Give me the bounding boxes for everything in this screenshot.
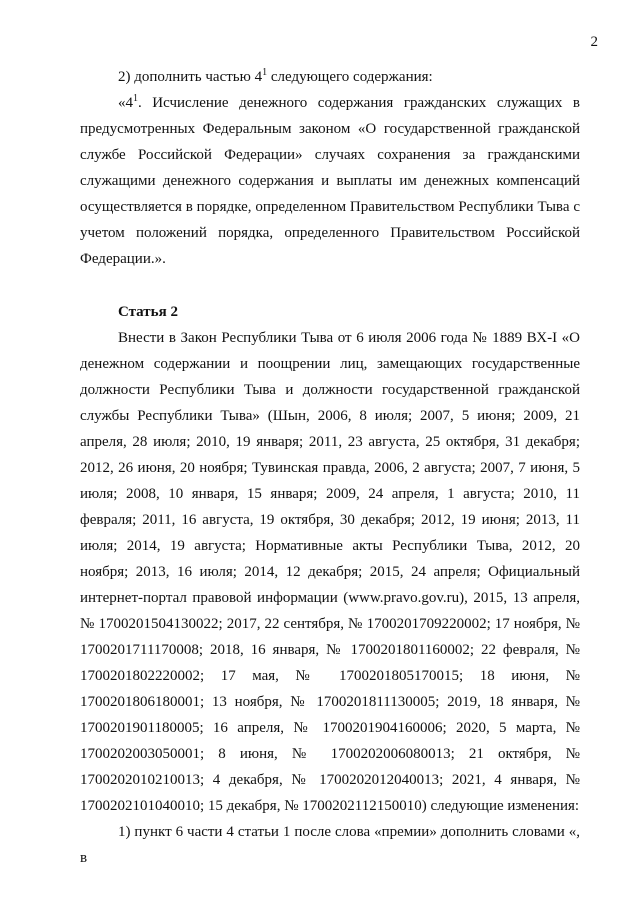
page-number: 2 [590,34,598,50]
item-2-paragraph [80,64,580,90]
quote-text: . Исчисление денежного содержания гражданских служащих в предусмотренных Федеральным законом «О государственной гражданской службе Российской Федерации» случаях сохранения за гражданскими служащими денежного содержания и выплаты им денежных компенсаций осуществляется в порядке, определенном Правительством Республики Тыва с учетом положений порядка, определенного Правительством Российской Федерации.». [80,95,580,267]
document-body [80,64,580,871]
article-heading: Статья 2 [118,304,178,320]
item-2-prefix: 2) дополнить частью 4 [118,69,263,85]
item-1-paragraph: 1) пункт 6 части 4 статьи 1 после слова «премии» дополнить словами «, в [80,824,580,866]
item-2-superscript: 1 [262,67,268,78]
quote-prefix: «4 [118,95,133,111]
article-2-paragraph: Внести в Закон Республики Тыва от 6 июля 2006 года № 1889 ВХ-I «О денежном содержании и поощрении лиц, замещающих государственные должности Республики Тыва и должности государственной гражданской службы Республики Тыва» (Шын, 2006, 8 июля; 2007, 5 июня; 2009, 21 апреля, 28 июля; 2010, 19 января; 2011, 23 августа, 25 октября, 31 декабря; 2012, 26 июня, 20 ноября; Тувинская правда, 2006, 2 августа; 2007, 7 июня, 5 июля; 2008, 10 января, 15 января; 2009, 24 апреля, 1 августа; 2010, 11 февраля; 2011, 16 августа, 19 октября, 30 декабря; 2012, 19 июня; 2013, 11 июля; 2014, 19 августа; Нормативные акты Республики Тыва, 2012, 20 ноября; 2013, 16 июля; 2014, 12 декабря; 2015, 24 апреля; Официальный интернет-портал правовой информации (www.pravo.gov.ru), 2015, 13 апреля, № 1700201504130022; 2017, 22 сентября, № 1700201709220002; 17 ноября, № 1700201711170008; 2018, 16 января, № 1700201801160002; 22 февраля, № 1700201802220002; 17 мая, № 1700201805170015; 18 июня, № 1700201806180001; 13 ноября, № 1700201811130005; 2019, 18 января, № 1700201901180005; 16 апреля, № 1700201904160006; 2020, 5 марта, № 1700202003050001; 8 июня, № 1700202006080013; 21 октября, № 1700202010210013; 4 декабря, № 1700202012040013; 2021, 4 января, № 1700202101040010; 15 декабря, № 1700202112150010) следующие изменения: [80,330,580,814]
quoted-part-paragraph [80,90,580,272]
quote-superscript: 1 [133,93,138,104]
item-2-suffix: следующего содержания: [267,69,433,85]
